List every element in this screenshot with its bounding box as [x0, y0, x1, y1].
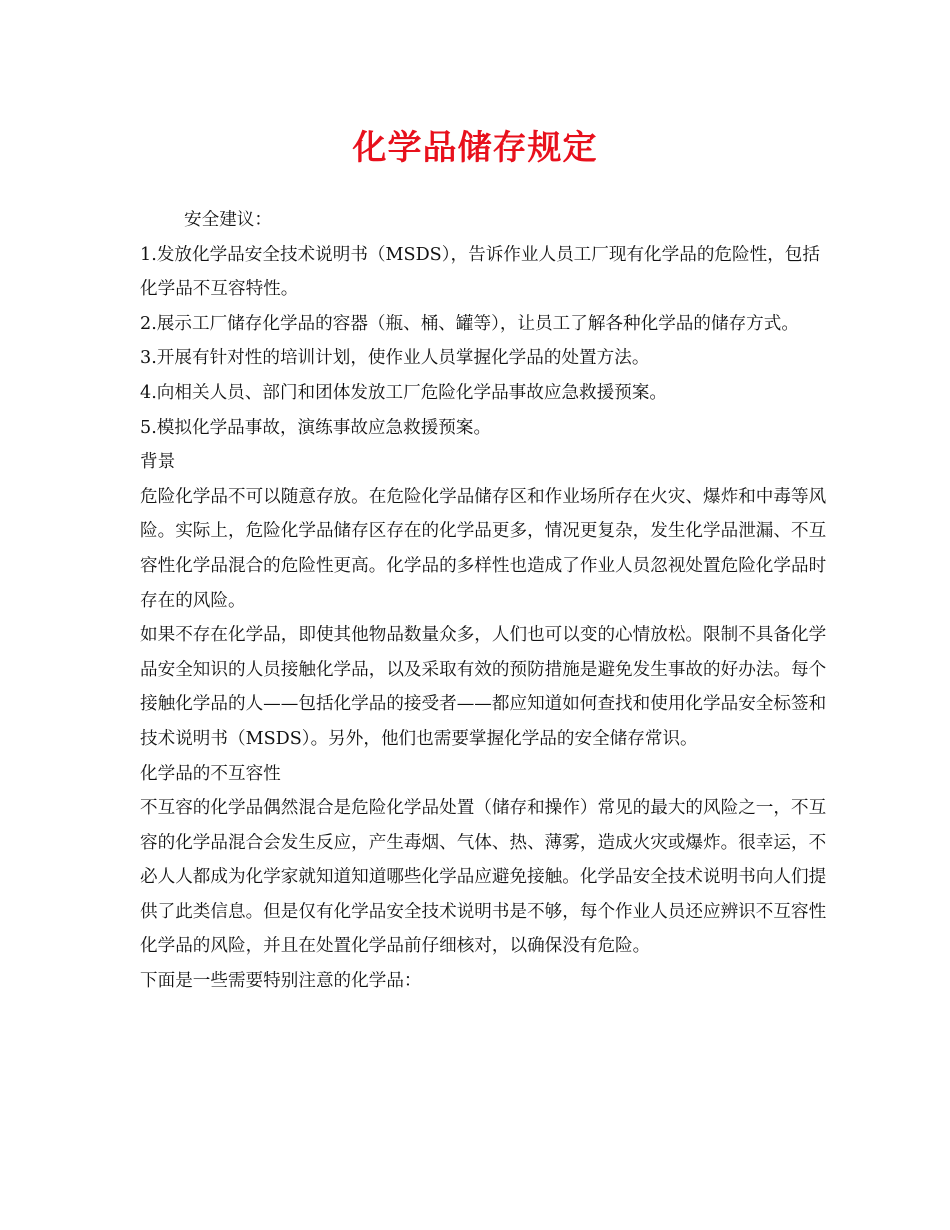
section-heading-incompatibility: 化学品的不互容性	[140, 763, 281, 784]
document-title: 化学品储存规定	[352, 128, 598, 168]
closing-line: 下面是一些需要特别注意的化学品：	[140, 971, 422, 992]
advice-item-1: 1.发放化学品安全技术说明书（MSDS），告诉作业人员工厂现有化学品的危险性，包括化学品不互容特性。	[140, 244, 820, 300]
background-paragraph-1: 危险化学品不可以随意存放。在危险化学品储存区和作业场所存在火灾、爆炸和中毒等风险。实际上，危险化学品储存区存在的化学品更多，情况更复杂，发生化学品泄漏、不互容性化学品混合的危险性更高。化学品的多样性也造成了作业人员忽视处置危险化学品时存在的风险。	[140, 486, 827, 611]
section-heading-background: 背景	[140, 452, 176, 473]
background-paragraph-2: 如果不存在化学品，即使其他物品数量众多，人们也可以变的心情放松。限制不具备化学品安全知识的人员接触化学品，以及采取有效的预防措施是避免发生事故的好办法。每个接触化学品的人——包括化学品的接受者——都应知道如何查找和使用化学品安全标签和技术说明书（MSDS）。另外，他们也需要掌握化学品的安全储存常识。	[140, 625, 827, 749]
advice-item-4: 4.向相关人员、部门和团体发放工厂危险化学品事故应急救援预案。	[140, 382, 668, 403]
incompatibility-paragraph: 不互容的化学品偶然混合是危险化学品处置（储存和操作）常见的最大的风险之一，不互容的化学品混合会发生反应，产生毒烟、气体、热、薄雾，造成火灾或爆炸。很幸运，不必人人都成为化学家就知道知道哪些化学品应避免接触。化学品安全技术说明书向人们提供了此类信息。但是仅有化学品安全技术说明书是不够，每个作业人员还应辨识不互容性化学品的风险，并且在处置化学品前仔细核对，以确保没有危险。	[140, 798, 827, 957]
advice-item-3: 3.开展有针对性的培训计划，使作业人员掌握化学品的处置方法。	[140, 348, 650, 369]
advice-item-2: 2.展示工厂储存化学品的容器（瓶、桶、罐等），让员工了解各种化学品的储存方式。	[140, 313, 799, 334]
section-intro-safety-advice: 安全建议：	[184, 210, 272, 230]
advice-item-5: 5.模拟化学品事故，演练事故应急救援预案。	[140, 417, 492, 438]
document-body	[140, 203, 830, 999]
